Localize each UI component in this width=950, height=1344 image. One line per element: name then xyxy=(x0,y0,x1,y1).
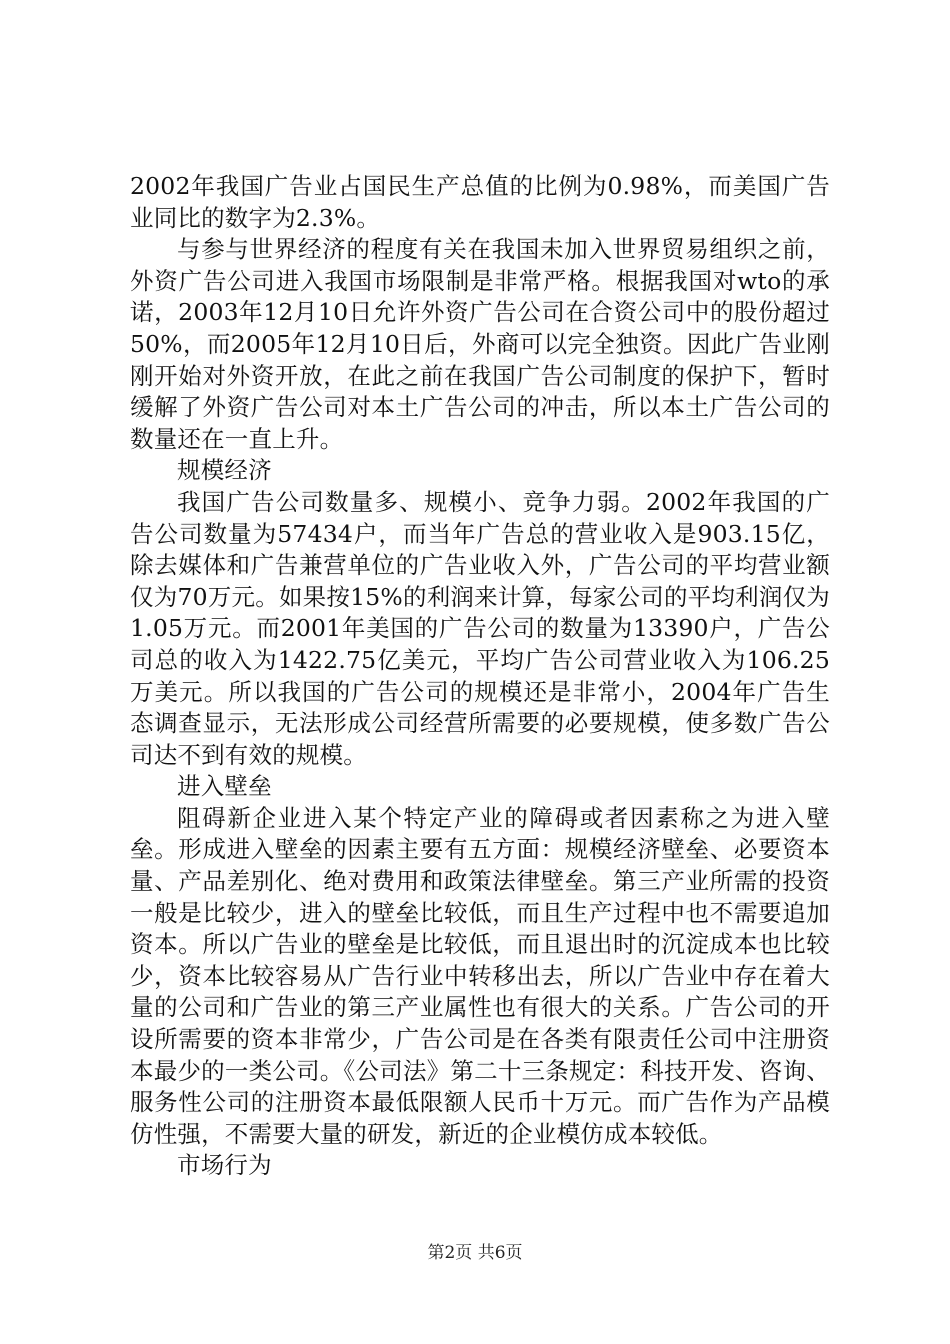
document-body xyxy=(130,171,830,1182)
paragraph-entry-barriers: 阻碍新企业进入某个特定产业的障碍或者因素称之为进入壁垒。形成进入壁垒的因素主要有五方面：规模经济壁垒、必要资本量、产品差别化、绝对费用和政策法律壁垒。第三产业所需的投资一般是比较少，进入的壁垒比较低，而且生产过程中也不需要追加资本。所以广告业的壁垒是比较低，而且退出时的沉淀成本也比较少，资本比较容易从广告行业中转移出去，所以广告业中存在着大量的公司和广告业的第三产业属性也有很大的关系。广告公司的开设所需要的资本非常少，广告公司是在各类有限责任公司中注册资本最少的一类公司。《公司法》第二十三条规定：科技开发、咨询、服务性公司的注册资本最低限额人民币十万元。而广告作为产品模仿性强，不需要大量的研发，新近的企业模仿成本较低。 xyxy=(130,803,830,1148)
page-number-label: 第2页 共6页 xyxy=(427,1243,523,1263)
section-heading-market-behavior: 市场行为 xyxy=(177,1151,272,1180)
page-footer xyxy=(0,1242,950,1264)
paragraph-scale-economy: 我国广告公司数量多、规模小、竞争力弱。2002年我国的广告公司数量为57434户，而当年广告总的营业收入是903.15亿，除去媒体和广告兼营单位的广告业收入外，广告公司的平均营业额仅为70万元。如果按15%的利润来计算，每家公司的平均利润仅为1.05万元。而2001年美国的广告公司的数量为13390户，广告公司总的收入为1422.75亿美元，平均广告公司营业收入为106.25万美元。所以我国的广告公司的规模还是非常小，2004年广告生态调查显示，无法形成公司经营所需要的必要规模，使多数广告公司达不到有效的规模。 xyxy=(130,487,830,769)
paragraph-ad-share-gdp: 2002年我国广告业占国民生产总值的比例为0.98%，而美国广告业同比的数字为2.3%。 xyxy=(130,172,830,232)
section-heading-entry-barriers: 进入壁垒 xyxy=(177,772,272,801)
paragraph-wto-opening: 与参与世界经济的程度有关在我国未加入世界贸易组织之前，外资广告公司进入我国市场限制是非常严格。根据我国对wto的承诺，2003年12月10日允许外资广告公司在合资公司中的股份超过50%，而2005年12月10日后，外商可以完全独资。因此广告业刚刚开始对外资开放，在此之前在我国广告公司制度的保护下，暂时缓解了外资广告公司对本土广告公司的冲击，所以本土广告公司的数量还在一直上升。 xyxy=(130,235,830,453)
section-heading-scale-economy: 规模经济 xyxy=(177,456,272,485)
